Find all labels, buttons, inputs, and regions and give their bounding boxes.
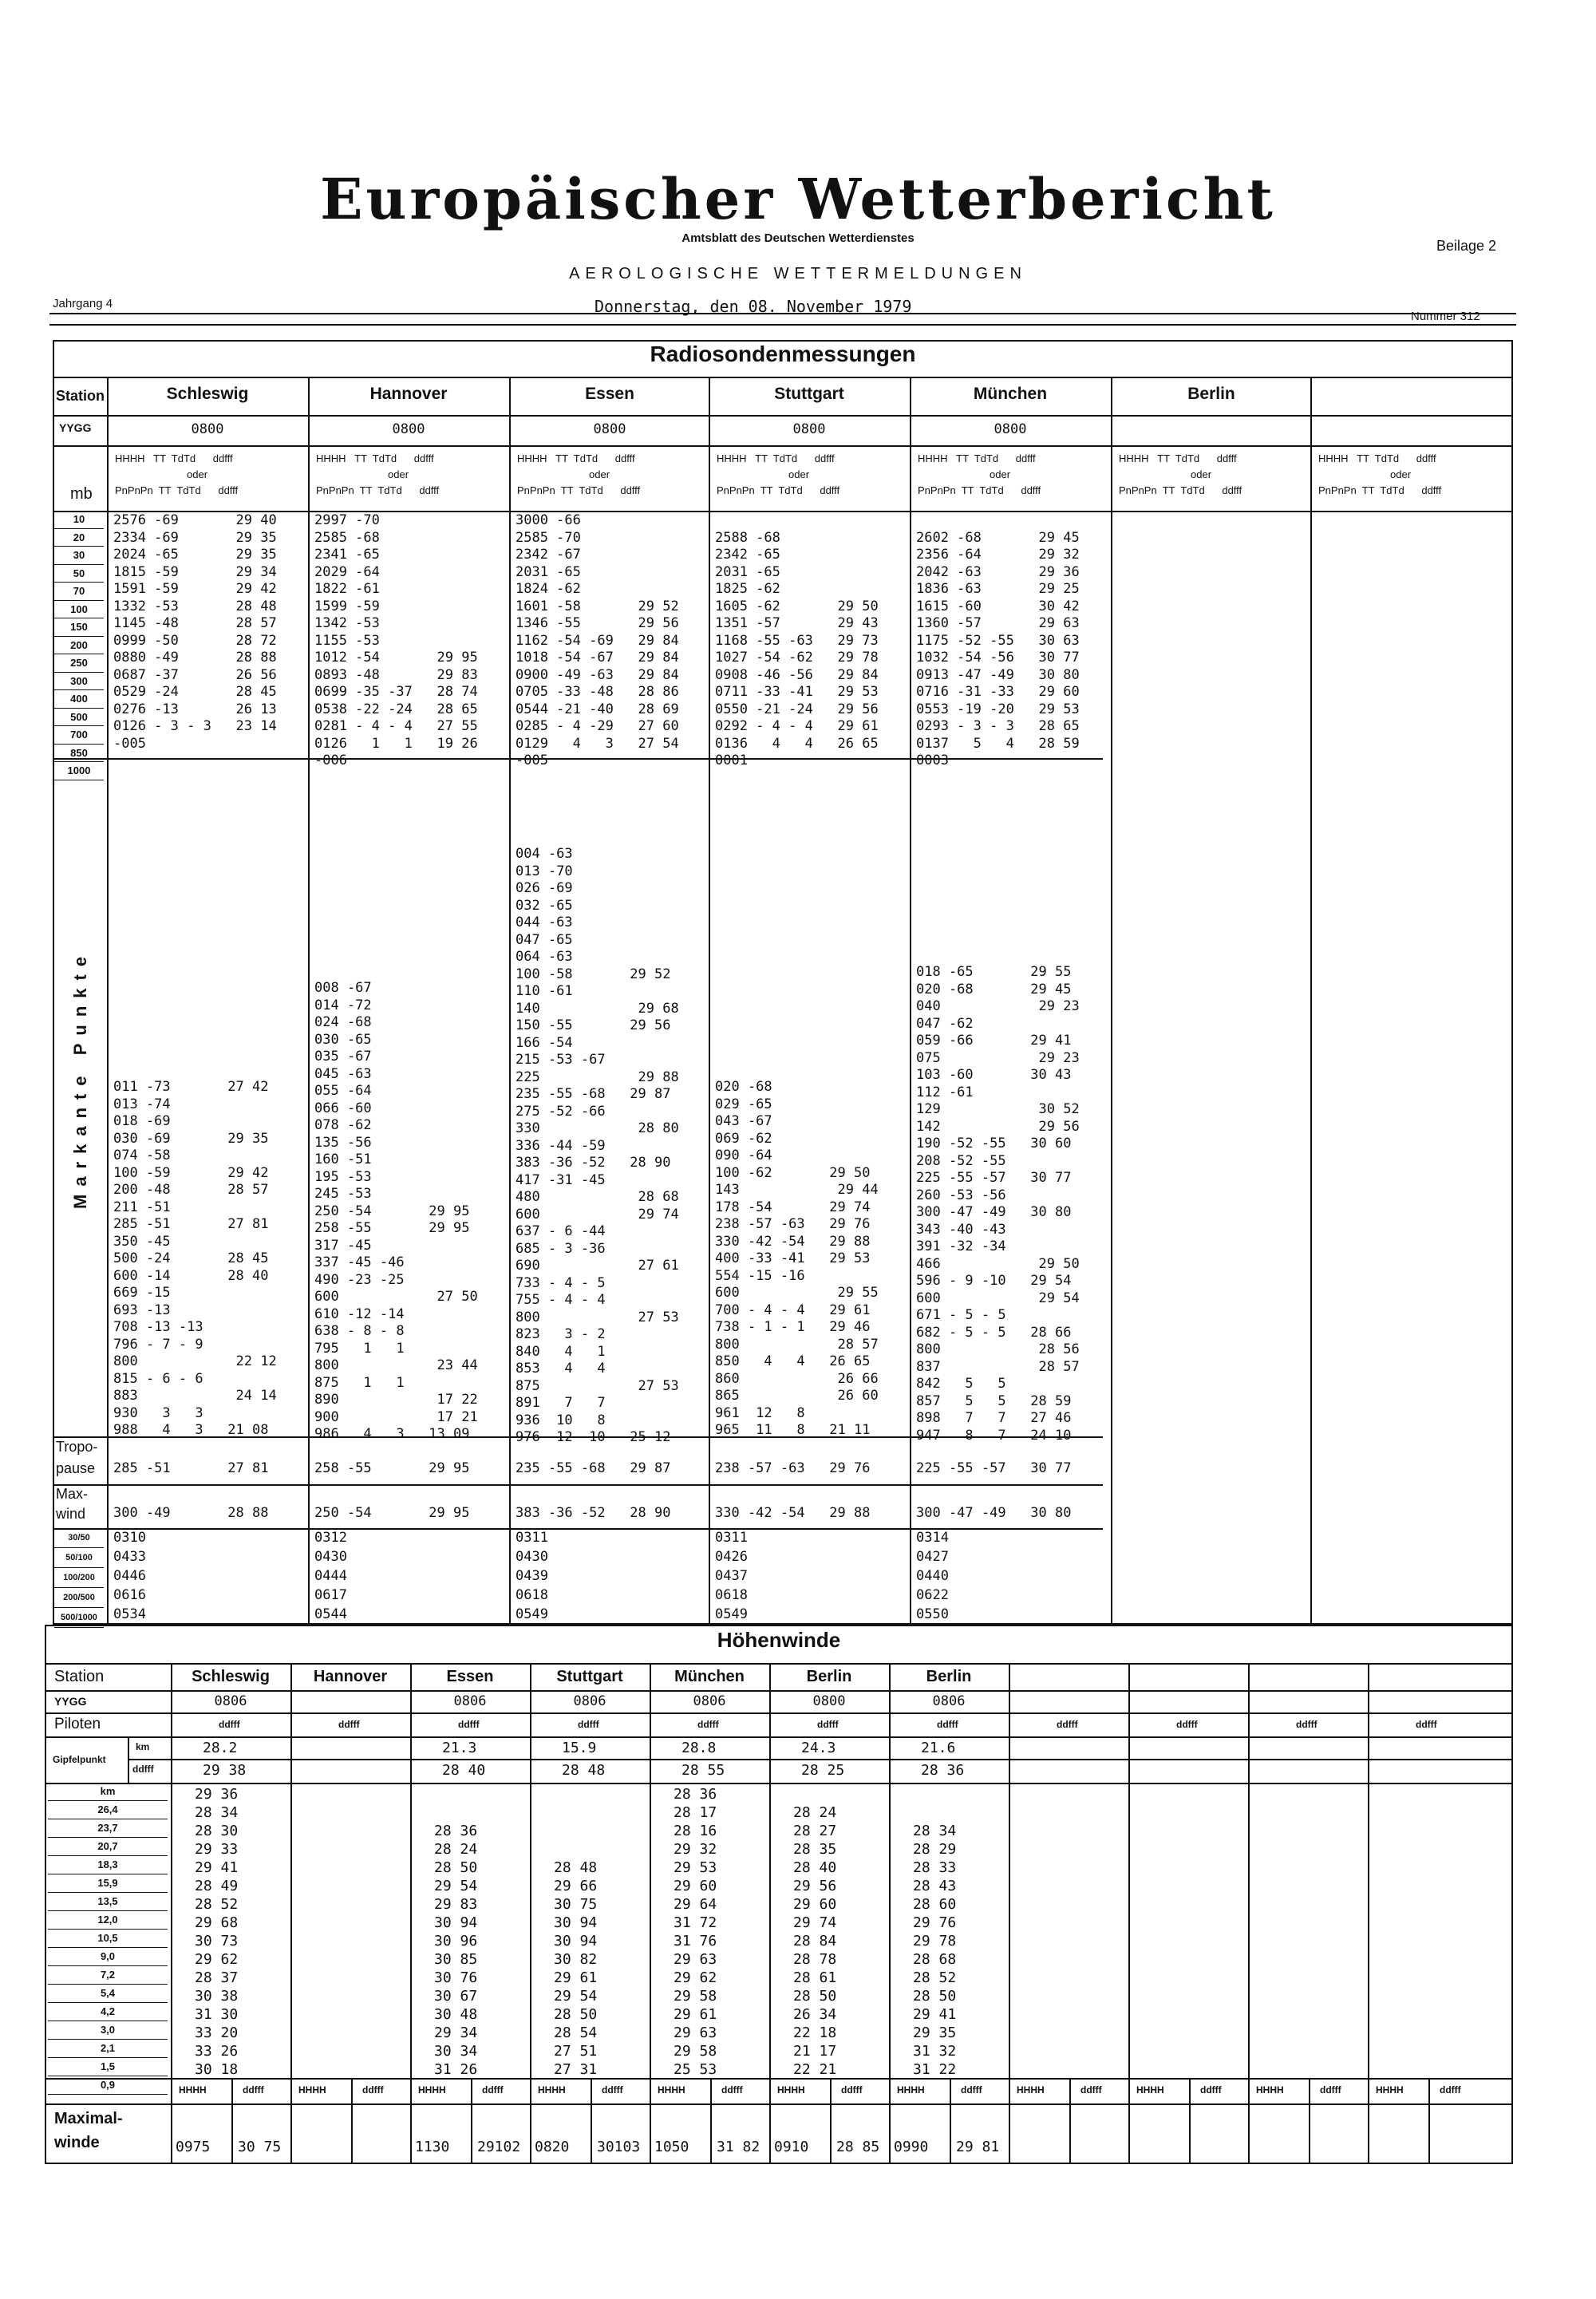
wind-time-4: 0806: [693, 1693, 726, 1709]
col-rule: [107, 377, 109, 1625]
markante-punkte-label: Markante Punkte: [70, 948, 90, 1209]
height-level: 26,4: [48, 1801, 168, 1819]
gipfel-dd-3: 28 48: [562, 1762, 606, 1779]
caption-top-5: HHHH TT TdTd ddfff: [1119, 452, 1237, 464]
rule: [45, 1690, 1513, 1692]
gipfel-km-label: km: [136, 1741, 150, 1752]
marked-points-1: 008 -67 014 -72 024 -68 030 -65 035 -67 045 -63 055 -64 066 -60 078 -62 135 -56 160 -51 195 -53 245 -53 250 -54 29 95 258 -55 29 95 317 -45 337 -45 -46 490 -23 -25 600 27 50 610 -12 -14 638 - 8 - 8 795 1 1 800 23 44 875 1 1 890 17 22 900 17 21 986 4 3 13 09: [314, 980, 478, 1442]
max-hhhh-label-0: HHHH: [179, 2084, 207, 2096]
station-name-2: Essen: [585, 385, 634, 403]
col-rule: [889, 1663, 891, 2164]
shear-label: 500/1000: [54, 1608, 104, 1628]
station-name-4: München: [973, 385, 1048, 403]
caption-bot-3: PnPnPn TT TdTd ddfff: [717, 484, 840, 496]
empty-hhhh-0: HHHH: [1017, 2084, 1045, 2096]
station-time-1: 0800: [392, 421, 425, 437]
max-split-rule: [231, 2078, 233, 2164]
caption-bot-4: PnPnPn TT TdTd ddfff: [918, 484, 1041, 496]
pressure-level: 500: [54, 709, 104, 727]
wind-values-2: 28 36 28 24 28 50 29 54 29 83 30 94 30 96 30 85 30 76 30 67 30 48 29 34 30 34 31 26: [434, 1823, 478, 2078]
empty-ddfff-2: ddfff: [1296, 1719, 1317, 1730]
wind-ddfff-0: ddfff: [219, 1719, 240, 1730]
station-time-0: 0800: [191, 421, 224, 437]
max-dd-2: 29102: [477, 2139, 521, 2155]
pressure-level: 700: [54, 726, 104, 745]
shear-3: 0311 0426 0437 0618 0549: [715, 1530, 748, 1622]
height-level: 18,3: [48, 1856, 168, 1874]
shear-label: 100/200: [54, 1568, 104, 1588]
wind-time-0: 0806: [214, 1693, 247, 1709]
max-hhhh-0: 0975: [176, 2139, 211, 2155]
max-hhhh-2: 1130: [415, 2139, 450, 2155]
gipfel-km-6: 21.6: [921, 1740, 956, 1756]
caption-bot-6: PnPnPn TT TdTd ddfff: [1318, 484, 1442, 496]
caption-bot-1: PnPnPn TT TdTd ddfff: [316, 484, 440, 496]
height-level: 10,5: [48, 1930, 168, 1948]
wind-time-2: 0806: [453, 1693, 487, 1709]
pressure-level: 400: [54, 690, 104, 709]
wind-values-4: 28 36 28 17 28 16 29 32 29 53 29 60 29 64 31 72 31 76 29 63 29 62 29 58 29 61 29 63 29 58 25 53: [674, 1786, 717, 2078]
col-rule: [769, 1663, 771, 2164]
max-hhhh-label-4: HHHH: [658, 2084, 685, 2096]
empty-ddfff-1: ddfff: [1176, 1719, 1198, 1730]
height-level: km: [48, 1783, 168, 1801]
tropopause-label: Tropo- pause: [56, 1439, 98, 1476]
col-rule: [308, 377, 310, 1625]
wind-time-5: 0800: [812, 1693, 846, 1709]
caption-mid-6: oder: [1390, 468, 1412, 480]
empty-hhhh-2: HHHH: [1256, 2084, 1284, 2096]
mb-label: mb: [70, 485, 93, 503]
shear-4: 0314 0427 0440 0622 0550: [916, 1530, 949, 1622]
max-ddfff-label-2: ddfff: [482, 2084, 504, 2096]
caption-bot-5: PnPnPn TT TdTd ddfff: [1119, 484, 1242, 496]
height-level: 7,2: [48, 1966, 168, 1985]
caption-mid-0: oder: [187, 468, 208, 480]
maxwind-1: 250 -54 29 95: [314, 1505, 470, 1521]
shear-1: 0312 0430 0444 0617 0544: [314, 1530, 347, 1622]
rule: [53, 415, 1513, 417]
caption-bot-2: PnPnPn TT TdTd ddfff: [517, 484, 641, 496]
col-rule: [910, 377, 911, 1625]
section-title: AEROLOGISCHE WETTERMELDUNGEN: [569, 265, 1027, 282]
height-level: 4,2: [48, 2003, 168, 2021]
station-time-4: 0800: [994, 421, 1027, 437]
tropopause-3: 238 -57 -63 29 76: [715, 1460, 871, 1476]
height-level: 1,5: [48, 2058, 168, 2076]
max-split-rule: [1428, 2078, 1430, 2164]
max-split-rule: [1189, 2078, 1191, 2164]
pressure-level: 150: [54, 618, 104, 637]
max-hhhh-label-5: HHHH: [777, 2084, 805, 2096]
shear-label: 30/50: [54, 1528, 104, 1548]
pressure-level: 30: [54, 547, 104, 565]
rule: [53, 377, 1513, 378]
empty-max-ddfff-3: ddfff: [1440, 2084, 1461, 2096]
height-level: 15,9: [48, 1874, 168, 1893]
beilage-label: Beilage 2: [1436, 238, 1497, 254]
max-split-rule: [710, 2078, 712, 2164]
shear-label: 50/100: [54, 1548, 104, 1568]
empty-max-ddfff-0: ddfff: [1080, 2084, 1102, 2096]
empty-ddfff-3: ddfff: [1416, 1719, 1437, 1730]
col-rule: [171, 1663, 172, 2164]
jahrgang-label: Jahrgang 4: [53, 297, 113, 310]
marked-points-0: 011 -73 27 42 013 -74 018 -69 030 -69 29 35 074 -58 100 -59 29 42 200 -48 28 57 211 -51 285 -51 27 81 350 -45 500 -24 28 45 600 -14 28 40 669 -15 693 -13 708 -13 -13 796 - 7 - 9 800 22 12 815 - 6 - 6 883 24 14 930 3 3 988 4 3 21 08: [113, 1079, 277, 1438]
gipfel-dd-2: 28 40: [442, 1762, 486, 1779]
max-hhhh-label-3: HHHH: [538, 2084, 566, 2096]
maxwind-4: 300 -47 -49 30 80: [916, 1505, 1072, 1521]
gipfel-km-0: 28.2: [203, 1740, 238, 1756]
empty-hhhh-1: HHHH: [1136, 2084, 1164, 2096]
height-levels: [48, 1783, 168, 2095]
maxwind-label: Max- wind: [56, 1486, 88, 1522]
station-time-3: 0800: [792, 421, 826, 437]
maxwind-3: 330 -42 -54 29 88: [715, 1505, 871, 1521]
caption-top-4: HHHH TT TdTd ddfff: [918, 452, 1036, 464]
caption-mid-1: oder: [388, 468, 409, 480]
wind-values-5: 28 24 28 27 28 35 28 40 29 56 29 60 29 74 28 84 28 78 28 61 28 50 26 34 22 18 21 17 22 21: [793, 1804, 837, 2078]
max-hhhh-4: 1050: [654, 2139, 689, 2155]
rule: [45, 2103, 1513, 2105]
marked-points-3: 020 -68 029 -65 043 -67 069 -62 090 -64 100 -62 29 50 143 29 44 178 -54 29 74 238 -57 -63 29 76 330 -42 -54 29 88 400 -33 -41 29 53 554 -15 -16 600 29 55 700 - 4 - 4 29 61 738 - 1 - 1 29 46 800 28 57 850 4 4 26 65 860 26 66 865 26 60 961 12 8 965 11 8 21 11: [715, 1079, 879, 1438]
station-name-0: Schleswig: [166, 385, 249, 403]
pressure-level: 250: [54, 654, 104, 673]
gipfel-km-5: 24.3: [801, 1740, 836, 1756]
rule: [53, 1484, 1103, 1486]
shear-labels: [54, 1528, 104, 1628]
standard-levels-4: 2602 -68 29 45 2356 -64 29 32 2042 -63 29 36 1836 -63 29 25 1615 -60 30 42 1360 -57 29 63 1175 -52 -55 30 63 1032 -54 -56 30 77 0913 -47 -49 30 80 0716 -31 -33 29 60 0553 -19 -20 29 53 0293 - 3 - 3 28 65 0137 5 4 28 59 0003: [916, 529, 1080, 768]
rule: [45, 2078, 1513, 2080]
height-level: 13,5: [48, 1893, 168, 1911]
max-split-rule: [830, 2078, 832, 2164]
gipfel-dd-6: 28 36: [921, 1762, 965, 1779]
station-name-1: Hannover: [369, 385, 448, 403]
pressure-level: 20: [54, 529, 104, 547]
pressure-level: 10: [54, 511, 104, 529]
wind-ddfff-1: ddfff: [338, 1719, 360, 1730]
empty-max-ddfff-1: ddfff: [1200, 2084, 1222, 2096]
wind-values-3: 28 48 29 66 30 75 30 94 30 94 30 82 29 61 29 54 28 50 28 54 27 51 27 31: [554, 1859, 598, 2078]
col-rule: [1310, 377, 1312, 1625]
wind-ddfff-6: ddfff: [937, 1719, 958, 1730]
rule: [45, 1663, 1513, 1665]
height-level: 5,4: [48, 1985, 168, 2003]
wind-station-3: Stuttgart: [556, 1668, 623, 1685]
station-name-5: Berlin: [1187, 385, 1235, 403]
gipfel-dd-4: 28 55: [681, 1762, 725, 1779]
pressure-levels: [54, 511, 104, 780]
tropopause-0: 285 -51 27 81: [113, 1460, 269, 1476]
max-hhhh-6: 0990: [894, 2139, 929, 2155]
pressure-level: 1000: [54, 762, 104, 780]
wind-time-6: 0806: [932, 1693, 966, 1709]
marked-points-2: 004 -63 013 -70 026 -69 032 -65 044 -63 047 -65 064 -63 100 -58 29 52 110 -61 140 29 68 150 -55 29 56 166 -54 215 -53 -67 225 29 88 235 -55 -68 29 87 275 -52 -66 330 28 80 336 -44 -59 383 -36 -52 28 90 417 -31 -45 480 28 68 600 29 74 637 - 6 -44 685 - 3 -36 690 27 61 733 - 4 - 5 755 - 4 - 4 800 27 53 823 3 - 2 840 4 1 853 4 4 875 27 53 891 7 7 936 10 8 976 12 10 25 12: [516, 846, 679, 1445]
pressure-level: 200: [54, 637, 104, 655]
height-level: 0,9: [48, 2076, 168, 2095]
wind-station-6: Berlin: [926, 1668, 972, 1685]
wind-values-6: 28 34 28 29 28 33 28 43 28 60 29 76 29 78 28 68 28 52 28 50 29 41 29 35 31 32 31 22: [913, 1823, 957, 2078]
gipfel-dd-5: 28 25: [801, 1762, 845, 1779]
piloten-label: Piloten: [54, 1716, 101, 1732]
maxwind-0: 300 -49 28 88: [113, 1505, 269, 1521]
height-level: 2,1: [48, 2040, 168, 2058]
wind-station-4: München: [674, 1668, 745, 1685]
height-level: 20,7: [48, 1838, 168, 1856]
radiosonde-title: Radiosondenmessungen: [650, 342, 916, 366]
wind-station-5: Berlin: [806, 1668, 852, 1685]
caption-top-0: HHHH TT TdTd ddfff: [115, 452, 233, 464]
empty-hhhh-3: HHHH: [1376, 2084, 1404, 2096]
maximalwinde-label: Maximal- winde: [54, 2110, 123, 2151]
max-split-rule: [591, 2078, 592, 2164]
max-hhhh-label-6: HHHH: [897, 2084, 925, 2096]
wind-ddfff-4: ddfff: [697, 1719, 719, 1730]
yygg-label: YYGG: [59, 421, 92, 434]
height-level: 9,0: [48, 1948, 168, 1966]
gipfel-km-2: 21.3: [442, 1740, 477, 1756]
caption-top-2: HHHH TT TdTd ddfff: [517, 452, 635, 464]
station-label: Station: [56, 388, 105, 404]
col-rule: [128, 1736, 129, 1783]
pressure-level: 50: [54, 565, 104, 583]
wind-ddfff-2: ddfff: [458, 1719, 480, 1730]
max-ddfff-label-4: ddfff: [721, 2084, 743, 2096]
col-rule: [1368, 1663, 1369, 2164]
col-rule: [530, 1663, 531, 2164]
col-rule: [410, 1663, 412, 2164]
gipfelpunkt-label: Gipfelpunkt: [53, 1754, 106, 1765]
rule: [53, 445, 1513, 447]
height-level: 12,0: [48, 1911, 168, 1930]
col-rule: [1009, 1663, 1010, 2164]
issue-number: Nummer 312: [1411, 310, 1480, 323]
col-rule: [290, 1663, 292, 2164]
wind-station-2: Essen: [446, 1668, 494, 1685]
max-dd-6: 29 81: [956, 2139, 1000, 2155]
col-rule: [1248, 1663, 1250, 2164]
maxwind-2: 383 -36 -52 28 90: [516, 1505, 671, 1521]
wind-ddfff-5: ddfff: [817, 1719, 839, 1730]
tropopause-4: 225 -55 -57 30 77: [916, 1460, 1072, 1476]
caption-mid-4: oder: [990, 468, 1011, 480]
header-rule: [49, 313, 1516, 314]
rule: [45, 1736, 1513, 1738]
max-dd-0: 30 75: [238, 2139, 282, 2155]
col-rule: [1128, 1663, 1130, 2164]
wind-values-0: 29 36 28 34 28 30 29 33 29 41 28 49 28 52 29 68 30 73 29 62 28 37 30 38 31 30 33 20 33 26 30 18: [195, 1786, 239, 2078]
max-split-rule: [471, 2078, 472, 2164]
col-rule: [509, 377, 511, 1625]
height-level: 3,0: [48, 2021, 168, 2040]
header-rule-2: [49, 324, 1516, 326]
wind-station-1: Hannover: [313, 1668, 388, 1685]
max-split-rule: [1069, 2078, 1071, 2164]
wind-time-3: 0806: [573, 1693, 606, 1709]
subtitle: Amtsblatt des Deutschen Wetterdienstes: [681, 231, 915, 245]
max-hhhh-label-1: HHHH: [298, 2084, 326, 2096]
max-ddfff-label-0: ddfff: [243, 2084, 264, 2096]
max-ddfff-label-3: ddfff: [602, 2084, 623, 2096]
gipfel-km-3: 15.9: [562, 1740, 597, 1756]
station-name-3: Stuttgart: [774, 385, 844, 403]
col-rule: [650, 1663, 651, 2164]
max-dd-3: 30103: [597, 2139, 641, 2155]
caption-top-3: HHHH TT TdTd ddfff: [717, 452, 835, 464]
caption-top-6: HHHH TT TdTd ddfff: [1318, 452, 1436, 464]
wind-ddfff-3: ddfff: [578, 1719, 599, 1730]
rule: [45, 1783, 1513, 1784]
shear-2: 0311 0430 0439 0618 0549: [516, 1530, 548, 1622]
tropopause-2: 235 -55 -68 29 87: [516, 1460, 671, 1476]
max-dd-4: 31 82: [717, 2139, 760, 2155]
newspaper-title: Europäischer Wetterbericht: [320, 166, 1276, 232]
rule: [128, 1759, 1513, 1760]
wind-station-0: Schleswig: [192, 1668, 270, 1685]
pressure-level: 850: [54, 745, 104, 763]
col-rule: [709, 377, 710, 1625]
rule: [45, 1712, 1513, 1714]
max-ddfff-label-5: ddfff: [841, 2084, 863, 2096]
max-hhhh-5: 0910: [774, 2139, 809, 2155]
height-level: 23,7: [48, 1819, 168, 1838]
max-hhhh-label-2: HHHH: [418, 2084, 446, 2096]
empty-max-ddfff-2: ddfff: [1320, 2084, 1341, 2096]
caption-mid-5: oder: [1191, 468, 1212, 480]
pressure-level: 100: [54, 601, 104, 619]
caption-mid-3: oder: [788, 468, 810, 480]
date-line: Donnerstag, den 08. November 1979: [595, 297, 912, 316]
standard-levels-3: 2588 -68 2342 -65 2031 -65 1825 -62 1605 -62 29 50 1351 -57 29 43 1168 -55 -63 29 73 1027 -54 -62 29 78 0908 -46 -56 29 84 0711 -33 -41 29 53 0550 -21 -24 29 56 0292 - 4 - 4 29 61 0136 4 4 26 65 0001: [715, 529, 879, 768]
max-ddfff-label-1: ddfff: [362, 2084, 384, 2096]
gipfel-dd-0: 29 38: [203, 1762, 247, 1779]
caption-mid-2: oder: [589, 468, 610, 480]
pressure-level: 70: [54, 583, 104, 601]
shear-label: 200/500: [54, 1588, 104, 1608]
max-split-rule: [950, 2078, 951, 2164]
max-split-rule: [1309, 2078, 1310, 2164]
standard-levels-2: 3000 -66 2585 -70 2342 -67 2031 -65 1824 -62 1601 -58 29 52 1346 -55 29 56 1162 -54 -69 29 84 1018 -54 -67 29 84 0900 -49 -63 29 84 0705 -33 -48 28 86 0544 -21 -40 28 69 0285 - 4 -29 27 60 0129 4 3 27 54 -005: [516, 512, 679, 768]
max-hhhh-3: 0820: [535, 2139, 570, 2155]
winds-title: Höhenwinde: [717, 1628, 841, 1652]
gipfel-ddfff-label: ddfff: [132, 1764, 154, 1775]
station-time-2: 0800: [593, 421, 626, 437]
pressure-level: 300: [54, 673, 104, 691]
caption-top-1: HHHH TT TdTd ddfff: [316, 452, 434, 464]
max-ddfff-label-6: ddfff: [961, 2084, 982, 2096]
standard-levels-0: 2576 -69 29 40 2334 -69 29 35 2024 -65 29 35 1815 -59 29 34 1591 -59 29 42 1332 -53 28 48 1145 -48 28 57 0999 -50 28 72 0880 -49 28 88 0687 -37 26 56 0529 -24 28 45 0276 -13 26 13 0126 - 3 - 3 23 14 -005: [113, 512, 277, 752]
shear-0: 0310 0433 0446 0616 0534: [113, 1530, 146, 1622]
max-split-rule: [351, 2078, 353, 2164]
caption-bot-0: PnPnPn TT TdTd ddfff: [115, 484, 239, 496]
tropopause-1: 258 -55 29 95: [314, 1460, 470, 1476]
winds-yygg-label: YYGG: [54, 1695, 87, 1708]
col-rule: [1111, 377, 1112, 1625]
winds-station-label: Station: [54, 1668, 105, 1685]
max-dd-5: 28 85: [836, 2139, 880, 2155]
empty-ddfff-0: ddfff: [1057, 1719, 1078, 1730]
standard-levels-1: 2997 -70 2585 -68 2341 -65 2029 -64 1822 -61 1599 -59 1342 -53 1155 -53 1012 -54 29 95 0893 -48 29 83 0699 -35 -37 28 74 0538 -22 -24 28 65 0281 - 4 - 4 27 55 0126 1 1 19 26 -006: [314, 512, 478, 768]
marked-points-4: 018 -65 29 55 020 -68 29 45 040 29 23 047 -62 059 -66 29 41 075 29 23 103 -60 30 43 112 -61 129 30 52 142 29 56 190 -52 -55 30 60 208 -52 -55 225 -55 -57 30 77 260 -53 -56 300 -47 -49 30 80 343 -40 -43 391 -32 -34 466 29 50 596 - 9 -10 29 54 600 29 54 671 - 5 - 5 682 - 5 - 5 28 66 800 28 56 837 28 57 842 5 5 857 5 5 28 59 898 7 7 27 46 947 8 7 24 10: [916, 964, 1080, 1444]
gipfel-km-4: 28.8: [681, 1740, 717, 1756]
